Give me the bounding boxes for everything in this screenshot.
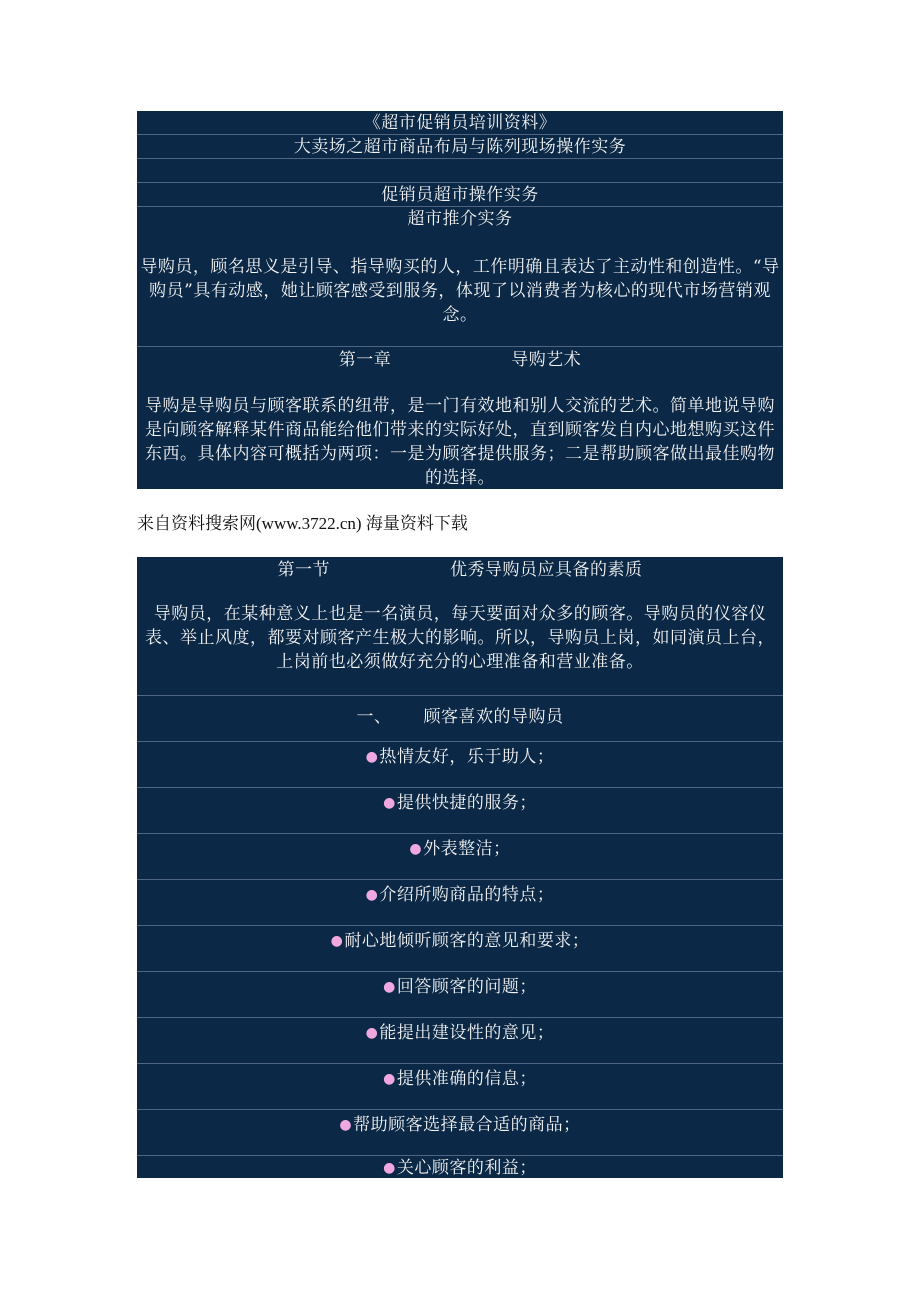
bullet-icon: ● (383, 979, 396, 995)
list-item: ●外表整洁； (137, 834, 783, 880)
list-item: ●热情友好，乐于助人； (137, 742, 783, 788)
bullet-icon: ● (365, 749, 379, 765)
list-item: ●提供快捷的服务； (137, 788, 783, 834)
list-item: ●耐心地倾听顾客的意见和要求； (137, 926, 783, 972)
section-label: 第一节 (277, 560, 330, 580)
intro-paragraph: 导购员，顾名思义是引导、指导购买的人，工作明确且表达了主动性和创造性。“导购员”具有动感，她让顾客感受到服务，体现了以消费者为核心的现代市场营销观念。 (137, 255, 783, 347)
bullet-icon: ● (365, 887, 379, 903)
subsection-label: 一、 (356, 707, 392, 727)
list-item: ●关心顾客的利益； (383, 1158, 537, 1178)
bullet-icon: ● (365, 1025, 379, 1041)
list-item: ●能提出建设性的意见； (137, 1018, 783, 1064)
chapter-heading (137, 348, 783, 372)
subsection-title: 顾客喜欢的导购员 (423, 707, 564, 727)
bullet-icon: ● (339, 1117, 353, 1133)
document-block-2 (137, 557, 783, 1178)
bullet-icon: ● (383, 1160, 396, 1176)
subsection-heading (137, 696, 783, 742)
section-heading (137, 558, 783, 582)
chapter-label: 第一章 (338, 350, 392, 370)
list-item: ●介绍所购商品的特点； (137, 880, 783, 926)
list-item: ●回答顾客的问题； (137, 972, 783, 1018)
section-paragraph: 导购员，在某种意义上也是一名演员，每天要面对众多的顾客。导购员的仪容仪表、举止风度，都要对顾客产生极大的影响。所以，导购员上岗，如同演员上台，上岗前也必须做好充分的心理准备和营业准备。 (137, 602, 783, 696)
document-subtitle: 大卖场之超市商品布局与陈列现场操作实务 (137, 135, 783, 159)
section-title: 优秀导购员应具备的素质 (450, 560, 643, 580)
heading-recommendation: 超市推介实务 (407, 209, 513, 229)
list-item: ●帮助顾客选择最合适的商品； (137, 1110, 783, 1156)
list-item: ●提供准确的信息； (137, 1064, 783, 1110)
document-block-1 (137, 111, 783, 489)
bullet-icon: ● (330, 933, 344, 949)
bullet-icon: ● (409, 841, 423, 857)
heading-operations: 促销员超市操作实务 (137, 183, 783, 207)
source-note: 来自资料搜索网(www.3722.cn) 海量资料下载 (137, 514, 468, 533)
blank-row (137, 159, 783, 183)
document-title: 《超市促销员培训资料》 (137, 111, 783, 135)
bullet-icon: ● (383, 1071, 396, 1087)
chapter-paragraph: 导购是导购员与顾客联系的纽带，是一门有效地和别人交流的艺术。简单地说导购是向顾客解释某件商品能给他们带来的实际好处，直到顾客发自内心地想购买这件东西。具体内容可概括为两项：一是为顾客提供服务；二是帮助顾客做出最佳购物的选择。 (145, 396, 775, 488)
chapter-title: 导购艺术 (511, 350, 582, 370)
bullet-icon: ● (383, 795, 396, 811)
